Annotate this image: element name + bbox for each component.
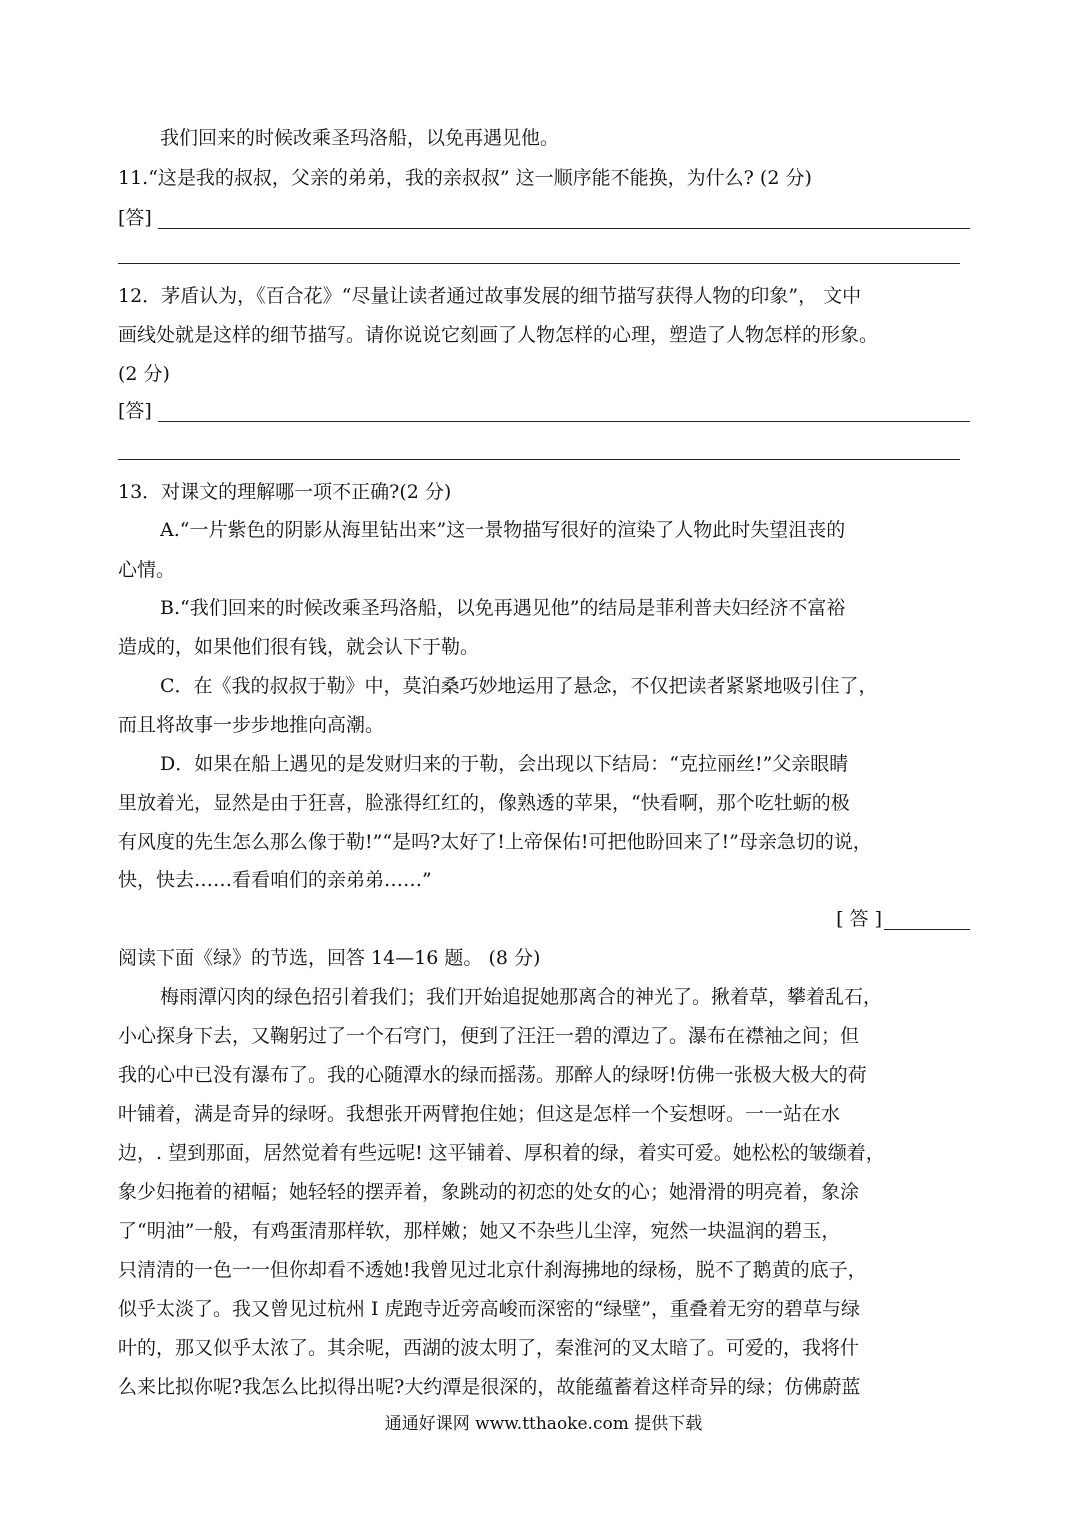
answer-label: [答] bbox=[118, 207, 152, 229]
option-d-line-3: 有风度的先生怎么那么像于勒!”“是吗?太好了!上帝保佑!可把他盼回来了!”母亲急切的说， bbox=[118, 831, 872, 853]
passage-line: 小心探身下去，又鞠躬过了一个石穹门，便到了汪汪一碧的潭边了。瀑布在襟袖之间；但 bbox=[118, 1025, 860, 1047]
answer-line bbox=[158, 421, 970, 422]
option-c-line-2: 而且将故事一步步地推向高潮。 bbox=[118, 714, 385, 736]
passage-line: 叶的，那又似乎太浓了。其余呢，西湖的波太明了，秦淮河的叉太暗了。可爱的，我将什 bbox=[118, 1337, 860, 1359]
question-13-answer-field[interactable] bbox=[770, 905, 970, 933]
answer-label: [ 答 ] bbox=[836, 908, 882, 930]
passage-line: 边，. 望到那面，居然觉着有些远呢! 这平铺着、厚积着的绿，着实可爱。她松松的皱缬着， bbox=[118, 1142, 885, 1164]
page-footer: 通通好课网 www.tthaoke.com 提供下载 bbox=[384, 1414, 703, 1434]
option-d-line-1: D．如果在船上遇见的是发财归来的于勒，会出现以下结局：“克拉丽丝!”父亲眼睛 bbox=[160, 753, 849, 775]
question-13-stem: 13．对课文的理解哪一项不正确?(2 分) bbox=[118, 481, 452, 503]
option-c-line-1: C．在《我的叔叔于勒》中，莫泊桑巧妙地运用了悬念，不仅把读者紧紧地吸引住了， bbox=[160, 675, 878, 697]
option-b-line-2: 造成的，如果他们很有钱，就会认下于勒。 bbox=[118, 636, 480, 658]
passage-line: 象少妇拖着的裙幅；她轻轻的摆弄着，象跳动的初恋的处女的心；她滑滑的明亮着，象涂 bbox=[118, 1181, 860, 1203]
answer-line bbox=[118, 459, 960, 460]
reading-intro: 阅读下面《绿》的节选，回答 14—16 题。 (8 分) bbox=[118, 947, 541, 969]
passage-line: 叶铺着，满是奇异的绿呀。我想张开两臂抱住她；但这是怎样一个妄想呀。一一站在水 bbox=[118, 1103, 841, 1125]
passage-line: 我的心中已没有瀑布了。我的心随潭水的绿而摇荡。那醉人的绿呀!仿佛一张极大极大的荷 bbox=[118, 1064, 867, 1086]
question-11-answer-field[interactable] bbox=[118, 204, 970, 232]
answer-line bbox=[158, 228, 970, 229]
question-12-line-1: 12．茅盾认为，《百合花》“尽量让读者通过故事发展的细节描写获得人物的印象”， 文中 bbox=[118, 285, 862, 307]
question-12-line-2: 画线处就是这样的细节描写。请你说说它刻画了人物怎样的心理，塑造了人物怎样的形象。 bbox=[118, 324, 879, 346]
option-d-line-2: 里放着光，显然是由于狂喜，脸涨得红红的，像熟透的苹果，“快看啊，那个吃牡蛎的极 bbox=[118, 792, 850, 814]
passage-line: 只清清的一色一一但你却看不透她!我曾见过北京什刹海拂地的绿杨，脱不了鹅黄的底子， bbox=[118, 1259, 867, 1281]
option-d-line-4: 快，快去……看看咱们的亲弟弟……” bbox=[118, 869, 432, 891]
question-12-line-3: (2 分) bbox=[118, 363, 170, 385]
passage-line: 了“明油”一般，有鸡蛋清那样软，那样嫩；她又不杂些儿尘滓，宛然一块温润的碧玉， bbox=[118, 1220, 841, 1242]
answer-line bbox=[118, 263, 960, 264]
passage-line: 似乎太淡了。我又曾见过杭州 I 虎跑寺近旁高峻而深密的“绿壁”，重叠着无穷的碧草与绿 bbox=[118, 1298, 861, 1320]
passage-line: 么来比拟你呢?我怎么比拟得出呢?大约潭是很深的，故能蕴蓄着这样奇异的绿；仿佛蔚蓝 bbox=[118, 1376, 861, 1398]
option-a-line-2: 心情。 bbox=[118, 559, 176, 581]
option-a-line-1: A.“一片紫色的阴影从海里钻出来”这一景物描写很好的渲染了人物此时失望沮丧的 bbox=[160, 519, 846, 541]
question-11-text: 11.“这是我的叔叔，父亲的弟弟，我的亲叔叔” 这一顺序能不能换，为什么? (2 分) bbox=[118, 167, 812, 189]
answer-line bbox=[884, 929, 970, 930]
question-12-answer-field[interactable] bbox=[118, 397, 970, 425]
continuation-line: 我们回来的时候改乘圣玛洛船，以免再遇见他。 bbox=[160, 127, 560, 149]
answer-label: [答] bbox=[118, 400, 152, 422]
passage-line: 梅雨潭闪肉的绿色招引着我们；我们开始追捉她那离合的神光了。揪着草，攀着乱石， bbox=[160, 986, 883, 1008]
option-b-line-1: B.“我们回来的时候改乘圣玛洛船，以免再遇见他”的结局是菲利普夫妇经济不富裕 bbox=[160, 597, 846, 619]
